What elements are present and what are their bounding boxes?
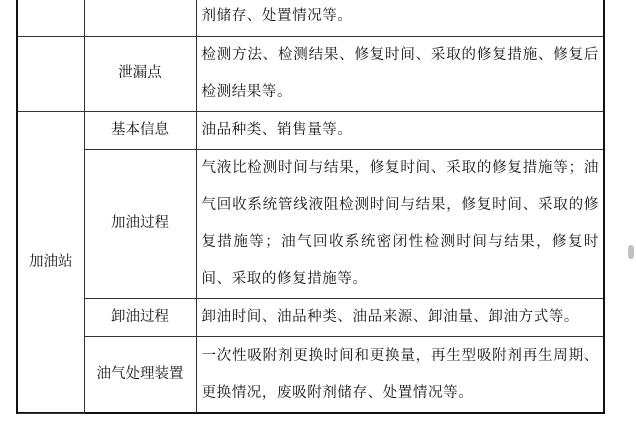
content-cell: 卸油时间、油品种类、油品来源、卸油量、卸油方式等。 (196, 298, 603, 336)
table-row (18, 111, 603, 149)
table-row (18, 36, 603, 111)
table-row (18, 149, 603, 298)
data-table (16, 0, 605, 414)
content-cell: 检测方法、检测结果、修复时间、采取的修复措施、修复后检测结果等。 (196, 36, 603, 111)
table-row (18, 298, 603, 336)
content-cell: 油品种类、销售量等。 (196, 111, 603, 149)
record-table (18, 0, 603, 414)
item-cell-leak-point: 泄漏点 (84, 36, 196, 111)
item-cell-prev (84, 0, 196, 36)
table-row (18, 336, 603, 413)
category-cell-gas-station: 加油站 (18, 111, 84, 413)
scrollbar-thumb[interactable] (628, 245, 634, 259)
item-cell-refueling: 加油过程 (84, 149, 196, 298)
table-row (18, 0, 603, 36)
item-cell-unloading: 卸油过程 (84, 298, 196, 336)
vertical-scrollbar[interactable] (626, 0, 636, 444)
content-cell: 一次性吸附剂更换时间和更换量，再生型吸附剂再生周期、更换情况，废吸附剂储存、处置情况等。 (196, 336, 603, 413)
item-cell-vapor-treatment: 油气处理装置 (84, 336, 196, 413)
content-cell: 气液比检测时间与结果，修复时间、采取的修复措施等；油气回收系统管线液阻检测时间与结果，修复时间、采取的修复措施等；油气回收系统密闭性检测时间与结果，修复时间、采取的修复措施等。 (196, 149, 603, 298)
content-cell: 剂储存、处置情况等。 (196, 0, 603, 36)
item-cell-basic-info: 基本信息 (84, 111, 196, 149)
category-cell-prev (18, 36, 84, 111)
category-cell-prev (18, 0, 84, 36)
